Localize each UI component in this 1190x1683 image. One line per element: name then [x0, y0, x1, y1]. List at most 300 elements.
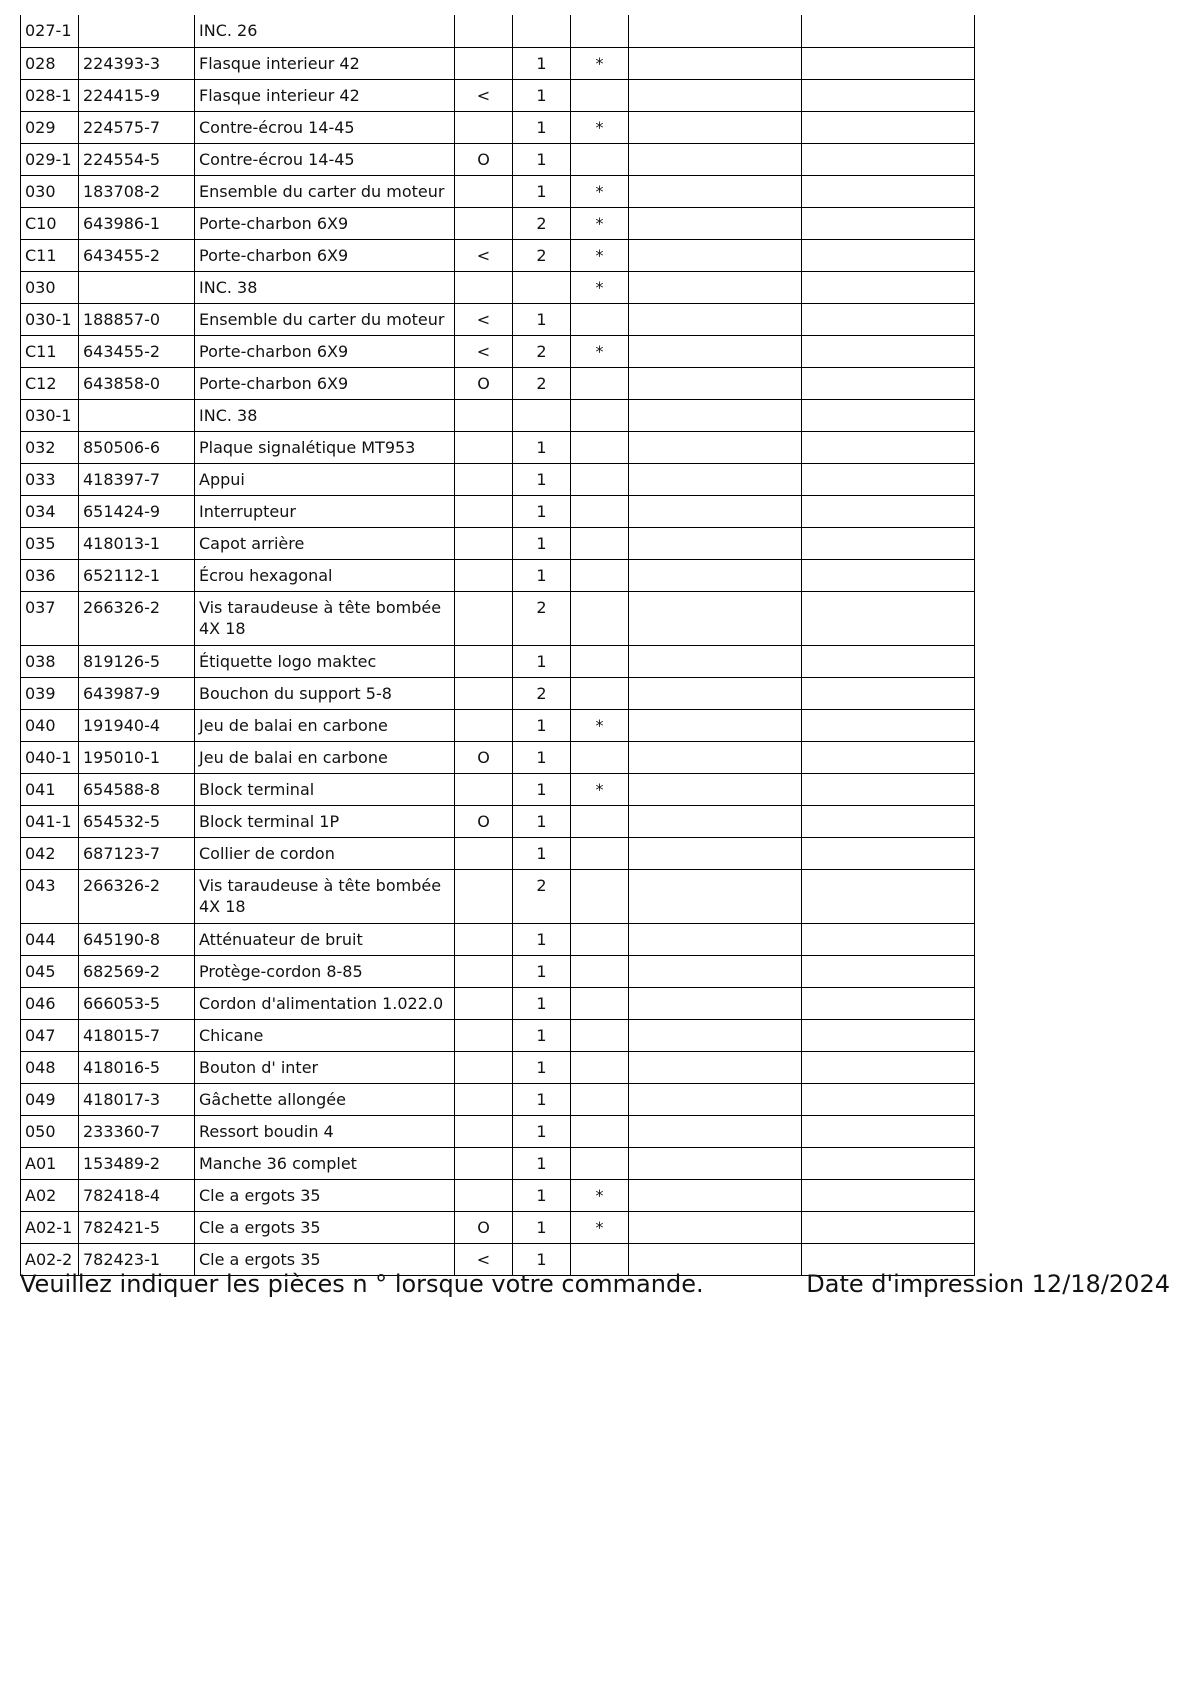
cell-blank [629, 923, 802, 955]
table-row [21, 987, 975, 1019]
cell-part-number: 850506-6 [79, 431, 195, 463]
cell-flag [571, 463, 629, 495]
table-row [21, 207, 975, 239]
cell-flag [571, 79, 629, 111]
cell-quantity: 1 [513, 111, 571, 143]
cell-flag [571, 431, 629, 463]
cell-part-number: 643987-9 [79, 677, 195, 709]
cell-part-number: 687123-7 [79, 837, 195, 869]
cell-part-number: 643986-1 [79, 207, 195, 239]
cell-quantity: 2 [513, 239, 571, 271]
cell-quantity: 2 [513, 677, 571, 709]
table-row [21, 805, 975, 837]
cell-marker [455, 15, 513, 47]
cell-item-no: 047 [21, 1019, 79, 1051]
cell-blank [802, 495, 975, 527]
table-row [21, 1211, 975, 1243]
cell-part-number: 153489-2 [79, 1147, 195, 1179]
cell-description: Manche 36 complet [195, 1147, 455, 1179]
cell-description: Bouchon du support 5-8 [195, 677, 455, 709]
cell-item-no: 045 [21, 955, 79, 987]
table-row [21, 645, 975, 677]
cell-description: Étiquette logo maktec [195, 645, 455, 677]
cell-part-number: 654532-5 [79, 805, 195, 837]
cell-marker [455, 1051, 513, 1083]
cell-description: Cle a ergots 35 [195, 1211, 455, 1243]
cell-blank [802, 303, 975, 335]
cell-marker: O [455, 367, 513, 399]
cell-flag [571, 677, 629, 709]
cell-item-no: 041 [21, 773, 79, 805]
cell-part-number: 643455-2 [79, 239, 195, 271]
cell-blank [629, 1147, 802, 1179]
cell-item-no: 037 [21, 591, 79, 645]
cell-marker [455, 495, 513, 527]
cell-quantity: 1 [513, 1243, 571, 1275]
cell-marker: O [455, 805, 513, 837]
cell-blank [629, 399, 802, 431]
cell-flag [571, 143, 629, 175]
cell-blank [629, 143, 802, 175]
cell-part-number: 652112-1 [79, 559, 195, 591]
cell-item-no: C11 [21, 335, 79, 367]
cell-quantity: 1 [513, 1115, 571, 1147]
cell-description: Atténuateur de bruit [195, 923, 455, 955]
cell-quantity: 1 [513, 1083, 571, 1115]
cell-part-number: 782418-4 [79, 1179, 195, 1211]
cell-flag [571, 1115, 629, 1147]
cell-marker [455, 559, 513, 591]
cell-blank [629, 431, 802, 463]
cell-marker [455, 207, 513, 239]
cell-item-no: 038 [21, 645, 79, 677]
cell-blank [629, 559, 802, 591]
cell-blank [629, 463, 802, 495]
cell-marker: < [455, 239, 513, 271]
cell-blank [629, 987, 802, 1019]
cell-description: Gâchette allongée [195, 1083, 455, 1115]
table-row [21, 591, 975, 645]
cell-description: Flasque interieur 42 [195, 47, 455, 79]
parts-table [20, 15, 975, 1276]
cell-marker [455, 1019, 513, 1051]
cell-blank [802, 207, 975, 239]
table-row [21, 175, 975, 207]
cell-description: Porte-charbon 6X9 [195, 367, 455, 399]
cell-blank [802, 1083, 975, 1115]
cell-part-number [79, 399, 195, 431]
cell-blank [802, 741, 975, 773]
cell-flag: * [571, 773, 629, 805]
cell-marker: O [455, 143, 513, 175]
cell-marker: O [455, 741, 513, 773]
cell-flag [571, 1083, 629, 1115]
cell-marker [455, 987, 513, 1019]
cell-part-number: 418015-7 [79, 1019, 195, 1051]
table-row [21, 111, 975, 143]
cell-item-no: 030-1 [21, 399, 79, 431]
cell-flag: * [571, 111, 629, 143]
cell-blank [802, 837, 975, 869]
cell-item-no: 034 [21, 495, 79, 527]
cell-part-number: 188857-0 [79, 303, 195, 335]
table-row [21, 1083, 975, 1115]
cell-blank [629, 709, 802, 741]
cell-part-number: 418016-5 [79, 1051, 195, 1083]
cell-description: Chicane [195, 1019, 455, 1051]
cell-part-number [79, 15, 195, 47]
cell-flag [571, 645, 629, 677]
table-row [21, 1147, 975, 1179]
cell-description: Ensemble du carter du moteur [195, 303, 455, 335]
table-row [21, 869, 975, 923]
cell-blank [802, 111, 975, 143]
cell-description: Contre-écrou 14-45 [195, 143, 455, 175]
cell-marker: < [455, 303, 513, 335]
cell-blank [629, 741, 802, 773]
cell-marker [455, 175, 513, 207]
cell-blank [629, 1051, 802, 1083]
cell-flag [571, 399, 629, 431]
cell-flag: * [571, 207, 629, 239]
cell-item-no: C11 [21, 239, 79, 271]
cell-part-number: 643858-0 [79, 367, 195, 399]
cell-description: INC. 38 [195, 399, 455, 431]
cell-marker [455, 677, 513, 709]
cell-flag [571, 837, 629, 869]
cell-part-number: 782421-5 [79, 1211, 195, 1243]
cell-quantity: 1 [513, 709, 571, 741]
cell-description: Block terminal [195, 773, 455, 805]
cell-blank [802, 645, 975, 677]
cell-marker [455, 463, 513, 495]
cell-item-no: 041-1 [21, 805, 79, 837]
table-row [21, 15, 975, 47]
cell-marker [455, 431, 513, 463]
cell-flag [571, 591, 629, 645]
footer-print-date: Date d'impression 12/18/2024 [806, 1270, 1170, 1298]
cell-flag: * [571, 709, 629, 741]
cell-quantity: 1 [513, 923, 571, 955]
cell-description: Collier de cordon [195, 837, 455, 869]
cell-blank [629, 47, 802, 79]
cell-marker [455, 527, 513, 559]
cell-part-number: 682569-2 [79, 955, 195, 987]
table-row [21, 1019, 975, 1051]
cell-quantity: 1 [513, 1019, 571, 1051]
cell-marker [455, 773, 513, 805]
cell-item-no: C10 [21, 207, 79, 239]
cell-blank [629, 303, 802, 335]
cell-flag [571, 987, 629, 1019]
cell-blank [802, 773, 975, 805]
cell-blank [802, 709, 975, 741]
cell-quantity: 2 [513, 335, 571, 367]
cell-blank [629, 15, 802, 47]
cell-blank [802, 677, 975, 709]
cell-part-number: 819126-5 [79, 645, 195, 677]
cell-item-no: 030-1 [21, 303, 79, 335]
cell-marker: < [455, 1243, 513, 1275]
table-row [21, 335, 975, 367]
cell-blank [802, 47, 975, 79]
cell-marker [455, 837, 513, 869]
cell-part-number: 643455-2 [79, 335, 195, 367]
cell-blank [802, 1179, 975, 1211]
table-row [21, 399, 975, 431]
cell-part-number: 195010-1 [79, 741, 195, 773]
cell-blank [802, 869, 975, 923]
cell-item-no: 030 [21, 271, 79, 303]
cell-description: Block terminal 1P [195, 805, 455, 837]
cell-blank [629, 175, 802, 207]
cell-quantity: 1 [513, 495, 571, 527]
table-row [21, 79, 975, 111]
cell-item-no: 048 [21, 1051, 79, 1083]
cell-flag [571, 367, 629, 399]
table-row [21, 303, 975, 335]
cell-description: Porte-charbon 6X9 [195, 207, 455, 239]
cell-item-no: 043 [21, 869, 79, 923]
cell-blank [629, 1083, 802, 1115]
table-row [21, 271, 975, 303]
cell-marker [455, 271, 513, 303]
cell-part-number: 183708-2 [79, 175, 195, 207]
cell-description: Porte-charbon 6X9 [195, 239, 455, 271]
table-row [21, 955, 975, 987]
cell-part-number: 233360-7 [79, 1115, 195, 1147]
cell-blank [629, 79, 802, 111]
cell-blank [802, 367, 975, 399]
cell-blank [802, 463, 975, 495]
cell-blank [802, 1115, 975, 1147]
cell-marker [455, 709, 513, 741]
cell-flag [571, 955, 629, 987]
cell-marker [455, 923, 513, 955]
cell-marker [455, 1147, 513, 1179]
cell-blank [802, 1051, 975, 1083]
cell-blank [629, 805, 802, 837]
cell-description: Jeu de balai en carbone [195, 709, 455, 741]
table-row [21, 559, 975, 591]
table-row [21, 1115, 975, 1147]
cell-blank [802, 399, 975, 431]
cell-quantity: 2 [513, 869, 571, 923]
cell-marker [455, 47, 513, 79]
cell-marker [455, 1083, 513, 1115]
table-row [21, 143, 975, 175]
cell-blank [629, 239, 802, 271]
cell-blank [629, 955, 802, 987]
cell-part-number: 418013-1 [79, 527, 195, 559]
cell-blank [629, 1179, 802, 1211]
table-row [21, 239, 975, 271]
cell-quantity: 1 [513, 175, 571, 207]
cell-description: Appui [195, 463, 455, 495]
cell-blank [802, 987, 975, 1019]
cell-quantity: 1 [513, 463, 571, 495]
cell-quantity: 1 [513, 431, 571, 463]
cell-marker [455, 111, 513, 143]
cell-description: Vis taraudeuse à tête bombée 4X 18 [195, 591, 455, 645]
cell-marker: < [455, 335, 513, 367]
cell-description: Porte-charbon 6X9 [195, 335, 455, 367]
cell-blank [802, 591, 975, 645]
table-row [21, 773, 975, 805]
cell-blank [802, 239, 975, 271]
cell-quantity: 1 [513, 143, 571, 175]
cell-quantity [513, 271, 571, 303]
cell-blank [802, 335, 975, 367]
cell-quantity: 1 [513, 805, 571, 837]
cell-description: Cle a ergots 35 [195, 1179, 455, 1211]
cell-quantity: 1 [513, 773, 571, 805]
cell-description: Flasque interieur 42 [195, 79, 455, 111]
parts-table-body [21, 15, 975, 1275]
cell-item-no: 028-1 [21, 79, 79, 111]
cell-item-no: 029 [21, 111, 79, 143]
cell-flag [571, 1051, 629, 1083]
cell-flag [571, 1147, 629, 1179]
cell-description: Capot arrière [195, 527, 455, 559]
cell-blank [802, 955, 975, 987]
cell-flag: * [571, 47, 629, 79]
cell-part-number: 782423-1 [79, 1243, 195, 1275]
cell-blank [802, 271, 975, 303]
cell-blank [629, 677, 802, 709]
cell-item-no: C12 [21, 367, 79, 399]
cell-marker [455, 869, 513, 923]
table-row [21, 1051, 975, 1083]
cell-description: INC. 38 [195, 271, 455, 303]
table-row [21, 367, 975, 399]
cell-quantity [513, 15, 571, 47]
cell-description: Jeu de balai en carbone [195, 741, 455, 773]
cell-item-no: 050 [21, 1115, 79, 1147]
cell-item-no: A02-2 [21, 1243, 79, 1275]
cell-part-number: 266326-2 [79, 591, 195, 645]
cell-item-no: 040-1 [21, 741, 79, 773]
cell-description: Ensemble du carter du moteur [195, 175, 455, 207]
table-row [21, 527, 975, 559]
cell-blank [802, 15, 975, 47]
cell-item-no: 027-1 [21, 15, 79, 47]
cell-marker [455, 955, 513, 987]
cell-item-no: 033 [21, 463, 79, 495]
cell-quantity: 1 [513, 47, 571, 79]
cell-flag: * [571, 335, 629, 367]
cell-quantity: 1 [513, 559, 571, 591]
cell-marker: O [455, 1211, 513, 1243]
cell-quantity: 1 [513, 955, 571, 987]
cell-flag: * [571, 271, 629, 303]
cell-marker [455, 399, 513, 431]
cell-flag: * [571, 175, 629, 207]
cell-flag [571, 527, 629, 559]
cell-part-number: 224554-5 [79, 143, 195, 175]
cell-description: Ressort boudin 4 [195, 1115, 455, 1147]
cell-blank [802, 431, 975, 463]
cell-flag: * [571, 1211, 629, 1243]
cell-item-no: A01 [21, 1147, 79, 1179]
cell-description: Vis taraudeuse à tête bombée 4X 18 [195, 869, 455, 923]
cell-part-number: 418017-3 [79, 1083, 195, 1115]
cell-quantity: 1 [513, 645, 571, 677]
cell-quantity: 1 [513, 527, 571, 559]
cell-quantity: 1 [513, 1179, 571, 1211]
cell-blank [629, 1115, 802, 1147]
table-row [21, 837, 975, 869]
cell-blank [629, 1019, 802, 1051]
cell-blank [629, 1211, 802, 1243]
cell-quantity: 1 [513, 1147, 571, 1179]
cell-blank [802, 143, 975, 175]
cell-item-no: 029-1 [21, 143, 79, 175]
table-row [21, 463, 975, 495]
cell-flag [571, 923, 629, 955]
cell-blank [802, 805, 975, 837]
cell-description: Contre-écrou 14-45 [195, 111, 455, 143]
cell-blank [629, 367, 802, 399]
cell-flag [571, 559, 629, 591]
cell-description: Interrupteur [195, 495, 455, 527]
cell-part-number: 266326-2 [79, 869, 195, 923]
cell-blank [629, 591, 802, 645]
cell-description: Protège-cordon 8-85 [195, 955, 455, 987]
cell-quantity: 1 [513, 837, 571, 869]
cell-marker [455, 645, 513, 677]
cell-blank [802, 923, 975, 955]
cell-quantity: 1 [513, 1211, 571, 1243]
cell-item-no: 040 [21, 709, 79, 741]
cell-item-no: 036 [21, 559, 79, 591]
table-row [21, 431, 975, 463]
cell-quantity: 1 [513, 1051, 571, 1083]
cell-description: Cle a ergots 35 [195, 1243, 455, 1275]
cell-blank [802, 79, 975, 111]
cell-quantity [513, 399, 571, 431]
cell-item-no: 032 [21, 431, 79, 463]
cell-description: Plaque signalétique MT953 [195, 431, 455, 463]
cell-flag [571, 303, 629, 335]
cell-part-number: 666053-5 [79, 987, 195, 1019]
cell-marker [455, 1179, 513, 1211]
cell-part-number: 224393-3 [79, 47, 195, 79]
cell-flag: * [571, 239, 629, 271]
cell-part-number [79, 271, 195, 303]
cell-blank [629, 495, 802, 527]
cell-flag [571, 805, 629, 837]
cell-part-number: 418397-7 [79, 463, 195, 495]
cell-marker: < [455, 79, 513, 111]
cell-part-number: 651424-9 [79, 495, 195, 527]
cell-blank [802, 175, 975, 207]
cell-quantity: 2 [513, 367, 571, 399]
cell-description: Cordon d'alimentation 1.022.0 [195, 987, 455, 1019]
cell-blank [629, 645, 802, 677]
cell-quantity: 1 [513, 303, 571, 335]
cell-part-number: 224415-9 [79, 79, 195, 111]
cell-part-number: 191940-4 [79, 709, 195, 741]
footer-order-note: Veuillez indiquer les pièces n ° lorsque votre commande. [20, 1270, 704, 1298]
table-row [21, 677, 975, 709]
table-row [21, 495, 975, 527]
cell-part-number: 224575-7 [79, 111, 195, 143]
cell-flag [571, 495, 629, 527]
table-row [21, 47, 975, 79]
cell-marker [455, 591, 513, 645]
cell-quantity: 2 [513, 207, 571, 239]
